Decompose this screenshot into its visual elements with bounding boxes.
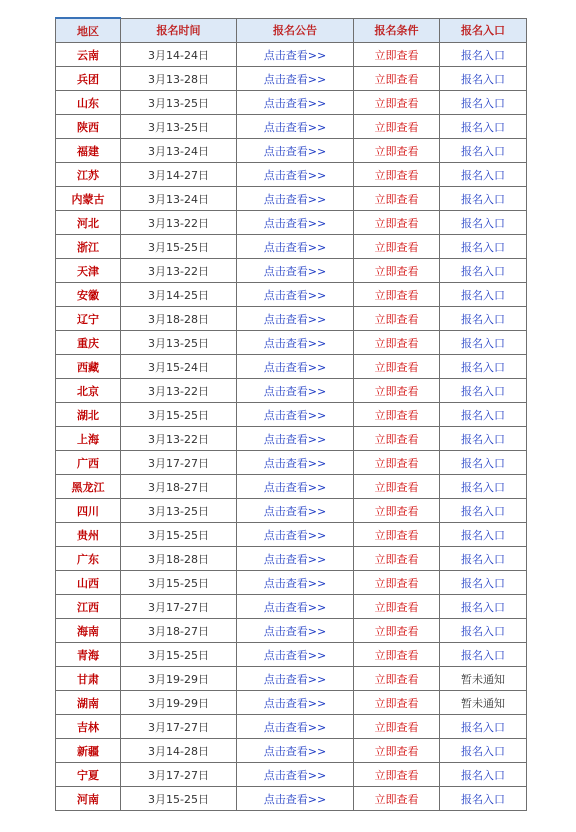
- region-cell: 兵团: [56, 67, 121, 91]
- entry-link[interactable]: 报名入口: [440, 523, 527, 547]
- entry-link[interactable]: 报名入口: [440, 187, 527, 211]
- table-row: [56, 715, 527, 739]
- table-row: [56, 523, 527, 547]
- notice-link[interactable]: 点击查看>>: [237, 139, 354, 163]
- region-cell: 黑龙江: [56, 475, 121, 499]
- conditions-link[interactable]: 立即查看: [354, 91, 440, 115]
- table-row: [56, 403, 527, 427]
- entry-link[interactable]: 报名入口: [440, 739, 527, 763]
- conditions-link[interactable]: 立即查看: [354, 163, 440, 187]
- header-time: 报名时间: [121, 18, 237, 43]
- table-row: [56, 667, 527, 691]
- notice-link[interactable]: 点击查看>>: [237, 331, 354, 355]
- time-cell: 3月15-25日: [121, 523, 237, 547]
- time-cell: 3月13-25日: [121, 115, 237, 139]
- region-cell: 北京: [56, 379, 121, 403]
- entry-link[interactable]: 报名入口: [440, 763, 527, 787]
- conditions-link[interactable]: 立即查看: [354, 451, 440, 475]
- time-cell: 3月14-27日: [121, 163, 237, 187]
- conditions-link[interactable]: 立即查看: [354, 739, 440, 763]
- entry-link[interactable]: 报名入口: [440, 379, 527, 403]
- table-row: [56, 211, 527, 235]
- notice-link[interactable]: 点击查看>>: [237, 163, 354, 187]
- notice-link[interactable]: 点击查看>>: [237, 67, 354, 91]
- table-row: [56, 379, 527, 403]
- conditions-link[interactable]: 立即查看: [354, 403, 440, 427]
- time-cell: 3月17-27日: [121, 715, 237, 739]
- notice-link[interactable]: 点击查看>>: [237, 619, 354, 643]
- time-cell: 3月15-25日: [121, 571, 237, 595]
- region-cell: 浙江: [56, 235, 121, 259]
- header-entry: 报名入口: [440, 18, 527, 43]
- time-cell: 3月15-25日: [121, 787, 237, 811]
- table-row: [56, 139, 527, 163]
- table-row: [56, 115, 527, 139]
- notice-link[interactable]: 点击查看>>: [237, 451, 354, 475]
- conditions-link[interactable]: 立即查看: [354, 307, 440, 331]
- header-conditions: 报名条件: [354, 18, 440, 43]
- entry-link[interactable]: 报名入口: [440, 475, 527, 499]
- table-row: [56, 163, 527, 187]
- time-cell: 3月13-24日: [121, 187, 237, 211]
- conditions-link[interactable]: 立即查看: [354, 547, 440, 571]
- conditions-link[interactable]: 立即查看: [354, 187, 440, 211]
- entry-link[interactable]: 报名入口: [440, 355, 527, 379]
- notice-link[interactable]: 点击查看>>: [237, 91, 354, 115]
- time-cell: 3月17-27日: [121, 451, 237, 475]
- region-cell: 贵州: [56, 523, 121, 547]
- header-region: 地区: [56, 18, 121, 43]
- table-row: [56, 355, 527, 379]
- time-cell: 3月15-25日: [121, 643, 237, 667]
- time-cell: 3月15-24日: [121, 355, 237, 379]
- table-row: [56, 763, 527, 787]
- notice-link[interactable]: 点击查看>>: [237, 643, 354, 667]
- entry-link[interactable]: 报名入口: [440, 595, 527, 619]
- time-cell: 3月19-29日: [121, 691, 237, 715]
- conditions-link[interactable]: 立即查看: [354, 691, 440, 715]
- conditions-link[interactable]: 立即查看: [354, 475, 440, 499]
- region-cell: 湖北: [56, 403, 121, 427]
- table-row: [56, 619, 527, 643]
- notice-link[interactable]: 点击查看>>: [237, 739, 354, 763]
- time-cell: 3月15-25日: [121, 403, 237, 427]
- time-cell: 3月13-22日: [121, 211, 237, 235]
- conditions-link[interactable]: 立即查看: [354, 379, 440, 403]
- region-cell: 海南: [56, 619, 121, 643]
- table-row: [56, 187, 527, 211]
- region-cell: 云南: [56, 43, 121, 67]
- notice-link[interactable]: 点击查看>>: [237, 283, 354, 307]
- region-cell: 上海: [56, 427, 121, 451]
- conditions-link[interactable]: 立即查看: [354, 139, 440, 163]
- table-row: [56, 283, 527, 307]
- conditions-link[interactable]: 立即查看: [354, 355, 440, 379]
- region-cell: 青海: [56, 643, 121, 667]
- entry-link[interactable]: 报名入口: [440, 547, 527, 571]
- time-cell: 3月18-28日: [121, 307, 237, 331]
- entry-link[interactable]: 报名入口: [440, 283, 527, 307]
- table-row: [56, 307, 527, 331]
- notice-link[interactable]: 点击查看>>: [237, 547, 354, 571]
- region-cell: 吉林: [56, 715, 121, 739]
- notice-link[interactable]: 点击查看>>: [237, 571, 354, 595]
- notice-link[interactable]: 点击查看>>: [237, 595, 354, 619]
- notice-link[interactable]: 点击查看>>: [237, 43, 354, 67]
- entry-link[interactable]: 报名入口: [440, 427, 527, 451]
- time-cell: 3月17-27日: [121, 763, 237, 787]
- notice-link[interactable]: 点击查看>>: [237, 763, 354, 787]
- entry-link[interactable]: 报名入口: [440, 571, 527, 595]
- time-cell: 3月13-28日: [121, 67, 237, 91]
- notice-link[interactable]: 点击查看>>: [237, 427, 354, 451]
- notice-link[interactable]: 点击查看>>: [237, 691, 354, 715]
- region-cell: 陕西: [56, 115, 121, 139]
- region-cell: 新疆: [56, 739, 121, 763]
- notice-link[interactable]: 点击查看>>: [237, 187, 354, 211]
- notice-link[interactable]: 点击查看>>: [237, 235, 354, 259]
- time-cell: 3月19-29日: [121, 667, 237, 691]
- registration-table: [55, 17, 527, 811]
- entry-link[interactable]: 报名入口: [440, 307, 527, 331]
- notice-link[interactable]: 点击查看>>: [237, 475, 354, 499]
- time-cell: 3月14-25日: [121, 283, 237, 307]
- conditions-link[interactable]: 立即查看: [354, 763, 440, 787]
- region-cell: 山西: [56, 571, 121, 595]
- conditions-link[interactable]: 立即查看: [354, 211, 440, 235]
- region-cell: 江苏: [56, 163, 121, 187]
- time-cell: 3月13-25日: [121, 499, 237, 523]
- time-cell: 3月14-24日: [121, 43, 237, 67]
- table-row: [56, 739, 527, 763]
- time-cell: 3月18-27日: [121, 475, 237, 499]
- table-body: [56, 43, 527, 811]
- table-row: [56, 427, 527, 451]
- entry-link[interactable]: 报名入口: [440, 643, 527, 667]
- time-cell: 3月13-22日: [121, 427, 237, 451]
- time-cell: 3月18-27日: [121, 619, 237, 643]
- entry-link[interactable]: 报名入口: [440, 619, 527, 643]
- entry-link[interactable]: 报名入口: [440, 331, 527, 355]
- region-cell: 内蒙古: [56, 187, 121, 211]
- entry-link[interactable]: 报名入口: [440, 91, 527, 115]
- table-row: [56, 571, 527, 595]
- entry-link[interactable]: 报名入口: [440, 403, 527, 427]
- region-cell: 福建: [56, 139, 121, 163]
- table-row: [56, 235, 527, 259]
- table-header: [56, 18, 527, 43]
- region-cell: 天津: [56, 259, 121, 283]
- entry-link[interactable]: 报名入口: [440, 259, 527, 283]
- entry-pending: 暂未通知: [440, 667, 527, 691]
- notice-link[interactable]: 点击查看>>: [237, 259, 354, 283]
- time-cell: 3月13-24日: [121, 139, 237, 163]
- time-cell: 3月13-22日: [121, 259, 237, 283]
- table-row: [56, 67, 527, 91]
- time-cell: 3月13-25日: [121, 331, 237, 355]
- conditions-link[interactable]: 立即查看: [354, 331, 440, 355]
- region-cell: 河北: [56, 211, 121, 235]
- notice-link[interactable]: 点击查看>>: [237, 667, 354, 691]
- conditions-link[interactable]: 立即查看: [354, 643, 440, 667]
- notice-link[interactable]: 点击查看>>: [237, 715, 354, 739]
- table-row: [56, 499, 527, 523]
- table-row: [56, 595, 527, 619]
- entry-link[interactable]: 报名入口: [440, 235, 527, 259]
- region-cell: 宁夏: [56, 763, 121, 787]
- region-cell: 山东: [56, 91, 121, 115]
- table-row: [56, 691, 527, 715]
- table-row: [56, 259, 527, 283]
- conditions-link[interactable]: 立即查看: [354, 259, 440, 283]
- entry-link[interactable]: 报名入口: [440, 715, 527, 739]
- table-row: [56, 787, 527, 811]
- table-row: [56, 547, 527, 571]
- conditions-link[interactable]: 立即查看: [354, 523, 440, 547]
- notice-link[interactable]: 点击查看>>: [237, 115, 354, 139]
- table-row: [56, 475, 527, 499]
- entry-link[interactable]: 报名入口: [440, 139, 527, 163]
- entry-link[interactable]: 报名入口: [440, 787, 527, 811]
- conditions-link[interactable]: 立即查看: [354, 571, 440, 595]
- conditions-link[interactable]: 立即查看: [354, 283, 440, 307]
- region-cell: 重庆: [56, 331, 121, 355]
- region-cell: 安徽: [56, 283, 121, 307]
- time-cell: 3月17-27日: [121, 595, 237, 619]
- conditions-link[interactable]: 立即查看: [354, 787, 440, 811]
- region-cell: 西藏: [56, 355, 121, 379]
- notice-link[interactable]: 点击查看>>: [237, 499, 354, 523]
- conditions-link[interactable]: 立即查看: [354, 67, 440, 91]
- conditions-link[interactable]: 立即查看: [354, 715, 440, 739]
- entry-link[interactable]: 报名入口: [440, 163, 527, 187]
- region-cell: 广西: [56, 451, 121, 475]
- conditions-link[interactable]: 立即查看: [354, 595, 440, 619]
- time-cell: 3月13-22日: [121, 379, 237, 403]
- conditions-link[interactable]: 立即查看: [354, 427, 440, 451]
- time-cell: 3月15-25日: [121, 235, 237, 259]
- entry-link[interactable]: 报名入口: [440, 451, 527, 475]
- region-cell: 四川: [56, 499, 121, 523]
- entry-link[interactable]: 报名入口: [440, 499, 527, 523]
- time-cell: 3月13-25日: [121, 91, 237, 115]
- region-cell: 广东: [56, 547, 121, 571]
- conditions-link[interactable]: 立即查看: [354, 43, 440, 67]
- region-cell: 河南: [56, 787, 121, 811]
- table-row: [56, 643, 527, 667]
- notice-link[interactable]: 点击查看>>: [237, 787, 354, 811]
- conditions-link[interactable]: 立即查看: [354, 235, 440, 259]
- notice-link[interactable]: 点击查看>>: [237, 307, 354, 331]
- time-cell: 3月14-28日: [121, 739, 237, 763]
- entry-link[interactable]: 报名入口: [440, 211, 527, 235]
- table-row: [56, 43, 527, 67]
- entry-link[interactable]: 报名入口: [440, 43, 527, 67]
- region-cell: 甘肃: [56, 667, 121, 691]
- conditions-link[interactable]: 立即查看: [354, 619, 440, 643]
- conditions-link[interactable]: 立即查看: [354, 499, 440, 523]
- entry-link[interactable]: 报名入口: [440, 115, 527, 139]
- notice-link[interactable]: 点击查看>>: [237, 379, 354, 403]
- time-cell: 3月18-28日: [121, 547, 237, 571]
- region-cell: 江西: [56, 595, 121, 619]
- header-notice: 报名公告: [237, 18, 354, 43]
- table-row: [56, 451, 527, 475]
- header-row: [56, 18, 527, 43]
- conditions-link[interactable]: 立即查看: [354, 667, 440, 691]
- notice-link[interactable]: 点击查看>>: [237, 403, 354, 427]
- notice-link[interactable]: 点击查看>>: [237, 355, 354, 379]
- notice-link[interactable]: 点击查看>>: [237, 211, 354, 235]
- table-row: [56, 331, 527, 355]
- entry-pending: 暂未通知: [440, 691, 527, 715]
- entry-link[interactable]: 报名入口: [440, 67, 527, 91]
- notice-link[interactable]: 点击查看>>: [237, 523, 354, 547]
- region-cell: 湖南: [56, 691, 121, 715]
- region-cell: 辽宁: [56, 307, 121, 331]
- conditions-link[interactable]: 立即查看: [354, 115, 440, 139]
- table-row: [56, 91, 527, 115]
